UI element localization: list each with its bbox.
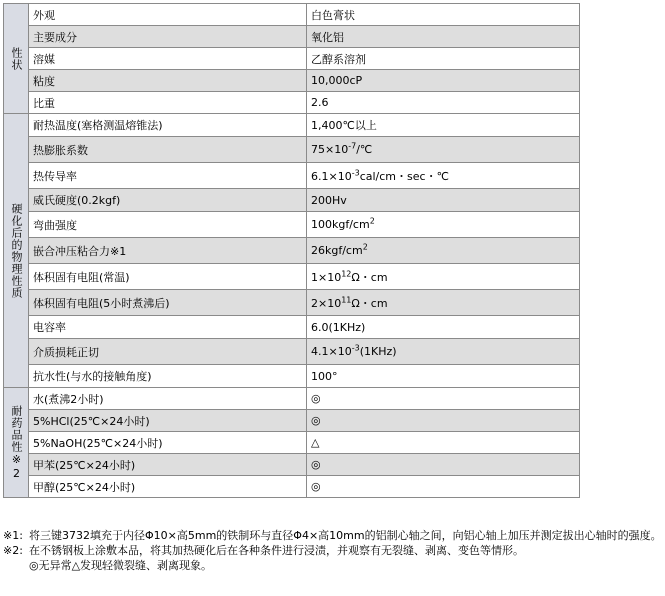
property-name: 介质损耗正切 — [29, 339, 307, 365]
property-value — [307, 290, 580, 316]
value-exponent: 11 — [341, 294, 352, 304]
value-unit: cal/cm・sec・℃ — [359, 169, 449, 183]
value-unit: /℃ — [356, 143, 373, 156]
footnote-1 — [3, 528, 663, 543]
value-base: 2×10 — [311, 296, 342, 310]
property-value — [307, 238, 580, 264]
value-base: 100kgf/cm — [311, 218, 370, 231]
property-name: 电容率 — [29, 316, 307, 339]
table-row — [4, 189, 580, 212]
property-name: 粘度 — [29, 70, 307, 92]
table-row — [4, 290, 580, 316]
table-row — [4, 4, 580, 26]
property-value — [307, 264, 580, 290]
table-row — [4, 114, 580, 137]
table-row — [4, 137, 580, 163]
table-row — [4, 163, 580, 189]
footnote-text: 在不锈钢板上涂敷本品，将其加热硬化后在各种条件进行浸渍，并观察有无裂缝、剥离、变色等情形。 — [29, 544, 524, 557]
footnote-mark — [3, 558, 29, 573]
table-row — [4, 476, 580, 498]
property-name: 甲苯(25℃×24小时) — [29, 454, 307, 476]
footnotes — [3, 528, 663, 573]
value-base: 75×10 — [311, 143, 349, 156]
footnote-legend — [3, 558, 663, 573]
footnote-text: 将三键3732填充于内径Φ10×高5mm的铁制环与直径Φ4×高10mm的铝制心轴之间，向铝心轴上加压并测定拔出心轴时的强度。 — [29, 529, 662, 542]
value-unit: Ω・cm — [351, 270, 388, 284]
table-row — [4, 365, 580, 388]
property-name: 弯曲强度 — [29, 212, 307, 238]
table-row — [4, 212, 580, 238]
footnote-text: ◎无异常△发现轻微裂缝、剥离现象。 — [29, 559, 213, 572]
value-unit: (1KHz) — [359, 345, 397, 358]
property-value — [307, 212, 580, 238]
value-exponent: 12 — [341, 268, 352, 278]
property-value — [307, 339, 580, 365]
property-name: 比重 — [29, 92, 307, 114]
category-label: 性状 — [10, 46, 23, 71]
property-value: 乙醇系溶剂 — [307, 48, 580, 70]
table-row — [4, 48, 580, 70]
property-name: 耐热温度(塞格测温熔锥法) — [29, 114, 307, 137]
property-value: 6.0(1KHz) — [307, 316, 580, 339]
property-name: 热传导率 — [29, 163, 307, 189]
category-cell — [4, 388, 29, 498]
property-name: 体积固有电阻(5小时煮沸后) — [29, 290, 307, 316]
table-row — [4, 238, 580, 264]
property-name: 抗水性(与水的接触角度) — [29, 365, 307, 388]
property-value: 白色膏状 — [307, 4, 580, 26]
property-value: 200Hv — [307, 189, 580, 212]
spec-table — [3, 3, 580, 498]
property-name: 外观 — [29, 4, 307, 26]
property-value: 1,400℃以上 — [307, 114, 580, 137]
table-row — [4, 70, 580, 92]
property-name: 溶媒 — [29, 48, 307, 70]
table-row — [4, 388, 580, 410]
footnote-2 — [3, 543, 663, 558]
property-name: 威氏硬度(0.2kgf) — [29, 189, 307, 212]
table-row — [4, 26, 580, 48]
property-value: △ — [307, 432, 580, 454]
value-base: 6.1×10 — [311, 169, 352, 183]
property-name: 5%HCl(25℃×24小时) — [29, 410, 307, 432]
table-row — [4, 432, 580, 454]
property-name: 体积固有电阻(常温) — [29, 264, 307, 290]
footnote-mark: ※1: — [3, 529, 23, 542]
property-value — [307, 137, 580, 163]
property-name: 嵌合冲压粘合力※1 — [29, 238, 307, 264]
table-row — [4, 316, 580, 339]
property-value: ◎ — [307, 454, 580, 476]
value-exponent: -3 — [351, 343, 360, 353]
property-value: ◎ — [307, 476, 580, 498]
value-exponent: -7 — [348, 141, 357, 151]
property-value: ◎ — [307, 410, 580, 432]
value-exponent: 2 — [369, 216, 375, 226]
value-base: 1×10 — [311, 270, 342, 284]
property-name: 甲醇(25℃×24小时) — [29, 476, 307, 498]
table-row — [4, 454, 580, 476]
property-value: 氧化铝 — [307, 26, 580, 48]
property-value: 100° — [307, 365, 580, 388]
property-name: 热膨胀系数 — [29, 137, 307, 163]
property-name: 主要成分 — [29, 26, 307, 48]
category-label: 耐药品性※2 — [10, 404, 23, 481]
value-base: 26kgf/cm — [311, 244, 363, 257]
table-row — [4, 339, 580, 365]
category-cell — [4, 4, 29, 114]
property-value: 10,000cP — [307, 70, 580, 92]
category-label: 硬化后的物理性质 — [10, 202, 23, 299]
footnote-mark: ※2: — [3, 544, 23, 557]
table-row — [4, 410, 580, 432]
value-exponent: -3 — [351, 167, 360, 177]
value-base: 4.1×10 — [311, 345, 352, 358]
value-exponent: 2 — [362, 242, 368, 252]
value-unit: Ω・cm — [351, 296, 388, 310]
property-value: 2.6 — [307, 92, 580, 114]
table-row — [4, 92, 580, 114]
table-row — [4, 264, 580, 290]
property-name: 5%NaOH(25℃×24小时) — [29, 432, 307, 454]
category-cell — [4, 114, 29, 388]
property-name: 水(煮沸2小时) — [29, 388, 307, 410]
property-value: ◎ — [307, 388, 580, 410]
property-value — [307, 163, 580, 189]
